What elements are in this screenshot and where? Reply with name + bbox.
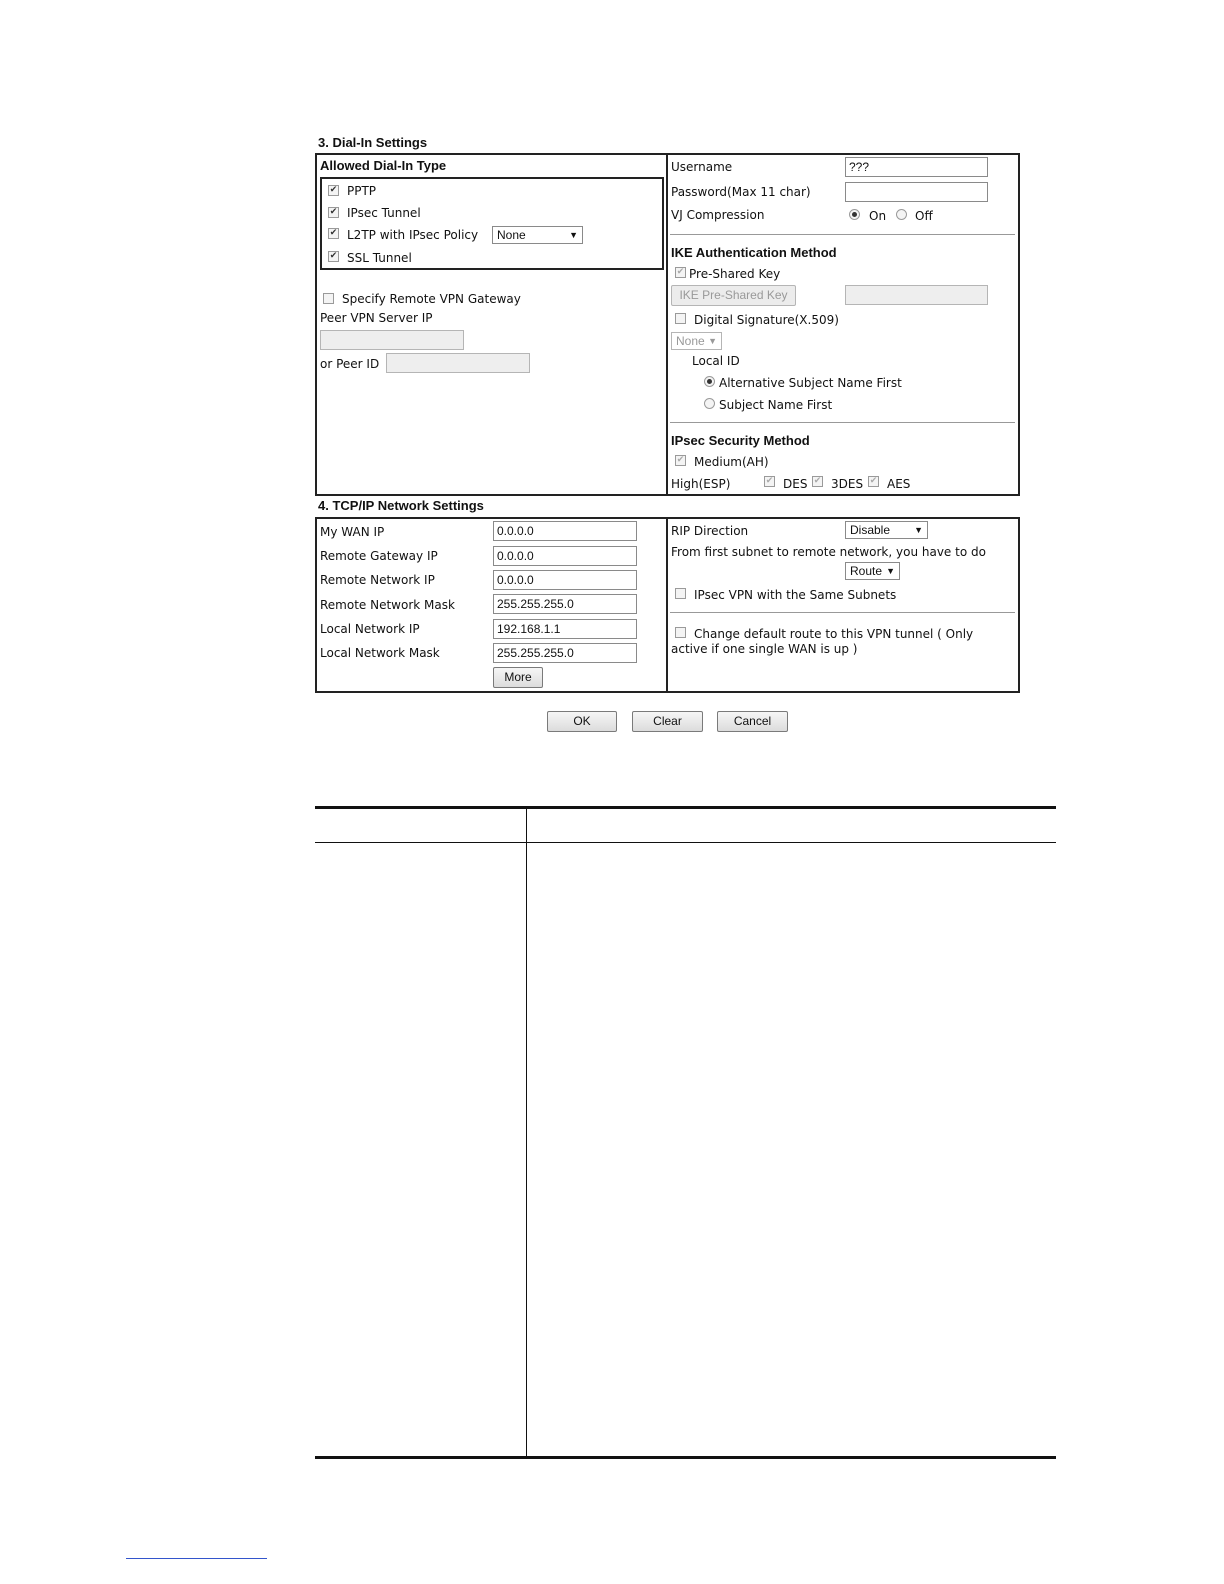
rip-direction-label: RIP Direction: [671, 524, 749, 538]
digital-signature-checkbox[interactable]: [675, 313, 686, 324]
rip-direction-select[interactable]: [845, 521, 928, 539]
pre-shared-checkbox[interactable]: ✔: [676, 267, 685, 277]
divider: [670, 612, 1015, 613]
password-label: Password(Max 11 char): [671, 185, 811, 199]
username-label: Username: [671, 160, 733, 174]
ssl-tunnel-checkbox[interactable]: ✔: [329, 251, 338, 261]
remote-gateway-ip-input[interactable]: 0.0.0.0: [493, 546, 637, 566]
pptp-label: PPTP: [347, 184, 377, 198]
aes-checkbox[interactable]: ✔: [869, 476, 878, 486]
route-value: Route: [850, 564, 883, 578]
remote-network-ip-label: Remote Network IP: [320, 573, 435, 587]
vj-on-label: On: [869, 209, 887, 223]
medium-ah-checkbox[interactable]: ✔: [676, 455, 685, 465]
chevron-down-icon: ▼: [569, 230, 578, 240]
3des-checkbox[interactable]: ✔: [813, 476, 822, 486]
table-column-rule: [526, 808, 527, 1458]
pptp-checkbox[interactable]: ✔: [329, 185, 338, 195]
chevron-down-icon: ▼: [914, 525, 923, 535]
tcpip-divider: [666, 518, 668, 692]
peer-id-label: or Peer ID: [320, 357, 380, 371]
chevron-down-icon: ▼: [708, 336, 717, 346]
des-checkbox[interactable]: ✔: [765, 476, 774, 486]
aes-label: AES: [887, 477, 911, 491]
vj-on-radio[interactable]: [849, 209, 860, 220]
specify-remote-label: Specify Remote VPN Gateway: [342, 292, 521, 306]
password-input[interactable]: [845, 182, 988, 202]
remote-network-mask-label: Remote Network Mask: [320, 598, 455, 612]
alt-subject-label: Alternative Subject Name First: [719, 376, 902, 390]
peer-vpn-label: Peer VPN Server IP: [320, 311, 433, 325]
default-route-label: Change default route to this VPN tunnel ( Only: [694, 627, 974, 641]
default-route-checkbox[interactable]: [675, 627, 686, 638]
remote-network-ip-input[interactable]: 0.0.0.0: [493, 570, 637, 590]
tcpip-section-title: 4. TCP/IP Network Settings: [318, 498, 484, 513]
ipsec-tunnel-label: IPsec Tunnel: [347, 206, 421, 220]
vj-off-radio[interactable]: [896, 209, 907, 220]
local-network-mask-input[interactable]: 255.255.255.0: [493, 643, 637, 663]
vj-off-label: Off: [915, 209, 933, 223]
remote-network-mask-input[interactable]: 255.255.255.0: [493, 594, 637, 614]
pre-shared-label: Pre-Shared Key: [689, 267, 781, 281]
ike-psk-button[interactable]: IKE Pre-Shared Key: [671, 285, 796, 306]
specify-remote-checkbox[interactable]: [323, 293, 334, 304]
chevron-down-icon: ▼: [886, 566, 895, 576]
dial-in-section-title: 3. Dial-In Settings: [318, 135, 428, 150]
rip-direction-value: Disable: [850, 523, 891, 537]
dial-in-divider: [666, 154, 668, 495]
remote-gateway-ip-label: Remote Gateway IP: [320, 549, 438, 563]
clear-button[interactable]: Clear: [632, 711, 703, 732]
vj-compression-label: VJ Compression: [671, 208, 765, 222]
digital-signature-select[interactable]: [671, 332, 722, 350]
ok-button[interactable]: OK: [547, 711, 617, 732]
ipsec-security-title: IPsec Security Method: [671, 433, 810, 448]
table-header-rule: [315, 842, 1056, 843]
high-esp-label: High(ESP): [671, 477, 731, 491]
local-id-label: Local ID: [692, 354, 740, 368]
subnet-text: From first subnet to remote network, you have to do: [671, 545, 986, 559]
local-network-ip-input[interactable]: 192.168.1.1: [493, 619, 637, 639]
footer-link-underline: [126, 1558, 267, 1559]
default-route-label-2: active if one single WAN is up ): [671, 642, 858, 656]
subject-radio[interactable]: [704, 398, 715, 409]
peer-vpn-input[interactable]: [320, 330, 464, 350]
l2tp-label: L2TP with IPsec Policy: [347, 228, 479, 242]
ike-title: IKE Authentication Method: [671, 245, 837, 260]
my-wan-ip-label: My WAN IP: [320, 525, 385, 539]
my-wan-ip-input[interactable]: 0.0.0.0: [493, 521, 637, 541]
digital-signature-value: None: [676, 334, 705, 348]
peer-id-input[interactable]: [386, 353, 530, 373]
ike-psk-input[interactable]: [845, 285, 988, 305]
more-button[interactable]: More: [493, 667, 543, 688]
username-input[interactable]: ???: [845, 157, 988, 177]
l2tp-policy-value: None: [497, 228, 526, 242]
ssl-tunnel-label: SSL Tunnel: [347, 251, 412, 265]
3des-label: 3DES: [831, 477, 864, 491]
same-subnets-label: IPsec VPN with the Same Subnets: [694, 588, 897, 602]
table-top-rule: [315, 806, 1056, 809]
divider: [670, 422, 1015, 423]
same-subnets-checkbox[interactable]: [675, 588, 686, 599]
local-network-ip-label: Local Network IP: [320, 622, 420, 636]
table-bottom-rule: [315, 1456, 1056, 1459]
l2tp-checkbox[interactable]: ✔: [329, 228, 338, 238]
divider: [670, 234, 1015, 235]
l2tp-policy-select[interactable]: [492, 226, 583, 244]
alt-subject-radio[interactable]: [704, 376, 715, 387]
route-select[interactable]: [845, 562, 900, 580]
allowed-dial-in-title: Allowed Dial-In Type: [320, 158, 447, 173]
ipsec-tunnel-checkbox[interactable]: ✔: [329, 207, 338, 217]
des-label: DES: [783, 477, 808, 491]
cancel-button[interactable]: Cancel: [717, 711, 788, 732]
subject-label: Subject Name First: [719, 398, 833, 412]
medium-ah-label: Medium(AH): [694, 455, 769, 469]
digital-signature-label: Digital Signature(X.509): [694, 313, 839, 327]
local-network-mask-label: Local Network Mask: [320, 646, 440, 660]
